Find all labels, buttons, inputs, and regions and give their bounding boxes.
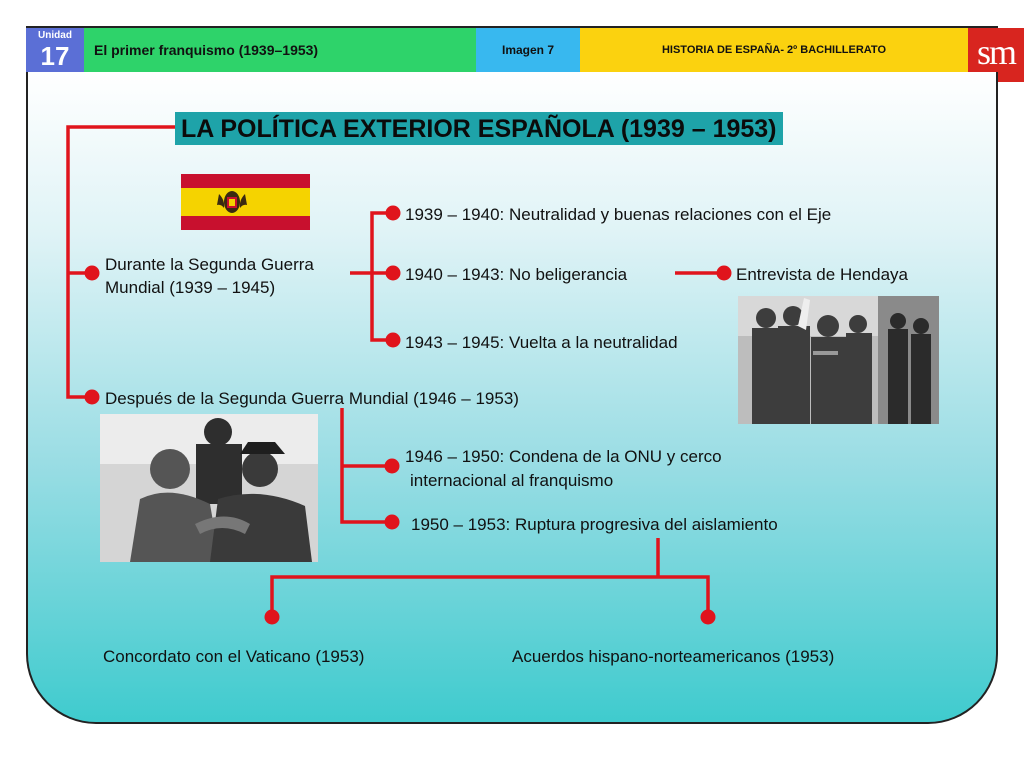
- ww2-label-line2: Mundial (1939 – 1945): [105, 278, 276, 297]
- postwar-item-1946-line2: internacional al franquismo: [410, 471, 614, 490]
- hendaya-meeting-photo: [738, 296, 939, 424]
- ww2-item-1940: 1940 – 1943: No beligerancia: [405, 265, 628, 284]
- unit-number: 17: [40, 41, 70, 71]
- ww2-item-1939: 1939 – 1940: Neutralidad y buenas relaciones con el Eje: [405, 205, 832, 224]
- image-label: Imagen 7: [476, 28, 580, 72]
- ww2-item-1943: 1943 – 1945: Vuelta a la neutralidad: [405, 333, 678, 352]
- sm-logo: sm: [968, 28, 1024, 82]
- ww2-label-line1: Durante la Segunda Guerra: [105, 255, 314, 274]
- outcome-us-agreements: Acuerdos hispano-norteamericanos (1953): [512, 647, 835, 666]
- postwar-item-1946-line1: 1946 – 1950: Condena de la ONU y cerco: [405, 447, 722, 466]
- postwar-label: Después de la Segunda Guerra Mundial (1946 – 1953): [105, 389, 519, 408]
- franco-eisenhower-photo: [100, 414, 318, 562]
- postwar-item-1950: 1950 – 1953: Ruptura progresiva del aislamiento: [411, 515, 778, 534]
- hendaya-label: Entrevista de Hendaya: [736, 265, 908, 284]
- unit-label: Unidad: [38, 30, 72, 41]
- spain-flag-image: [181, 174, 310, 230]
- subject-label: HISTORIA DE ESPAÑA- 2º BACHILLERATO: [580, 28, 968, 72]
- main-title: LA POLÍTICA EXTERIOR ESPAÑOLA (1939 – 1953): [175, 112, 783, 145]
- outcome-vatican: Concordato con el Vaticano (1953): [103, 647, 365, 666]
- unit-title: El primer franquismo (1939–1953): [84, 28, 476, 72]
